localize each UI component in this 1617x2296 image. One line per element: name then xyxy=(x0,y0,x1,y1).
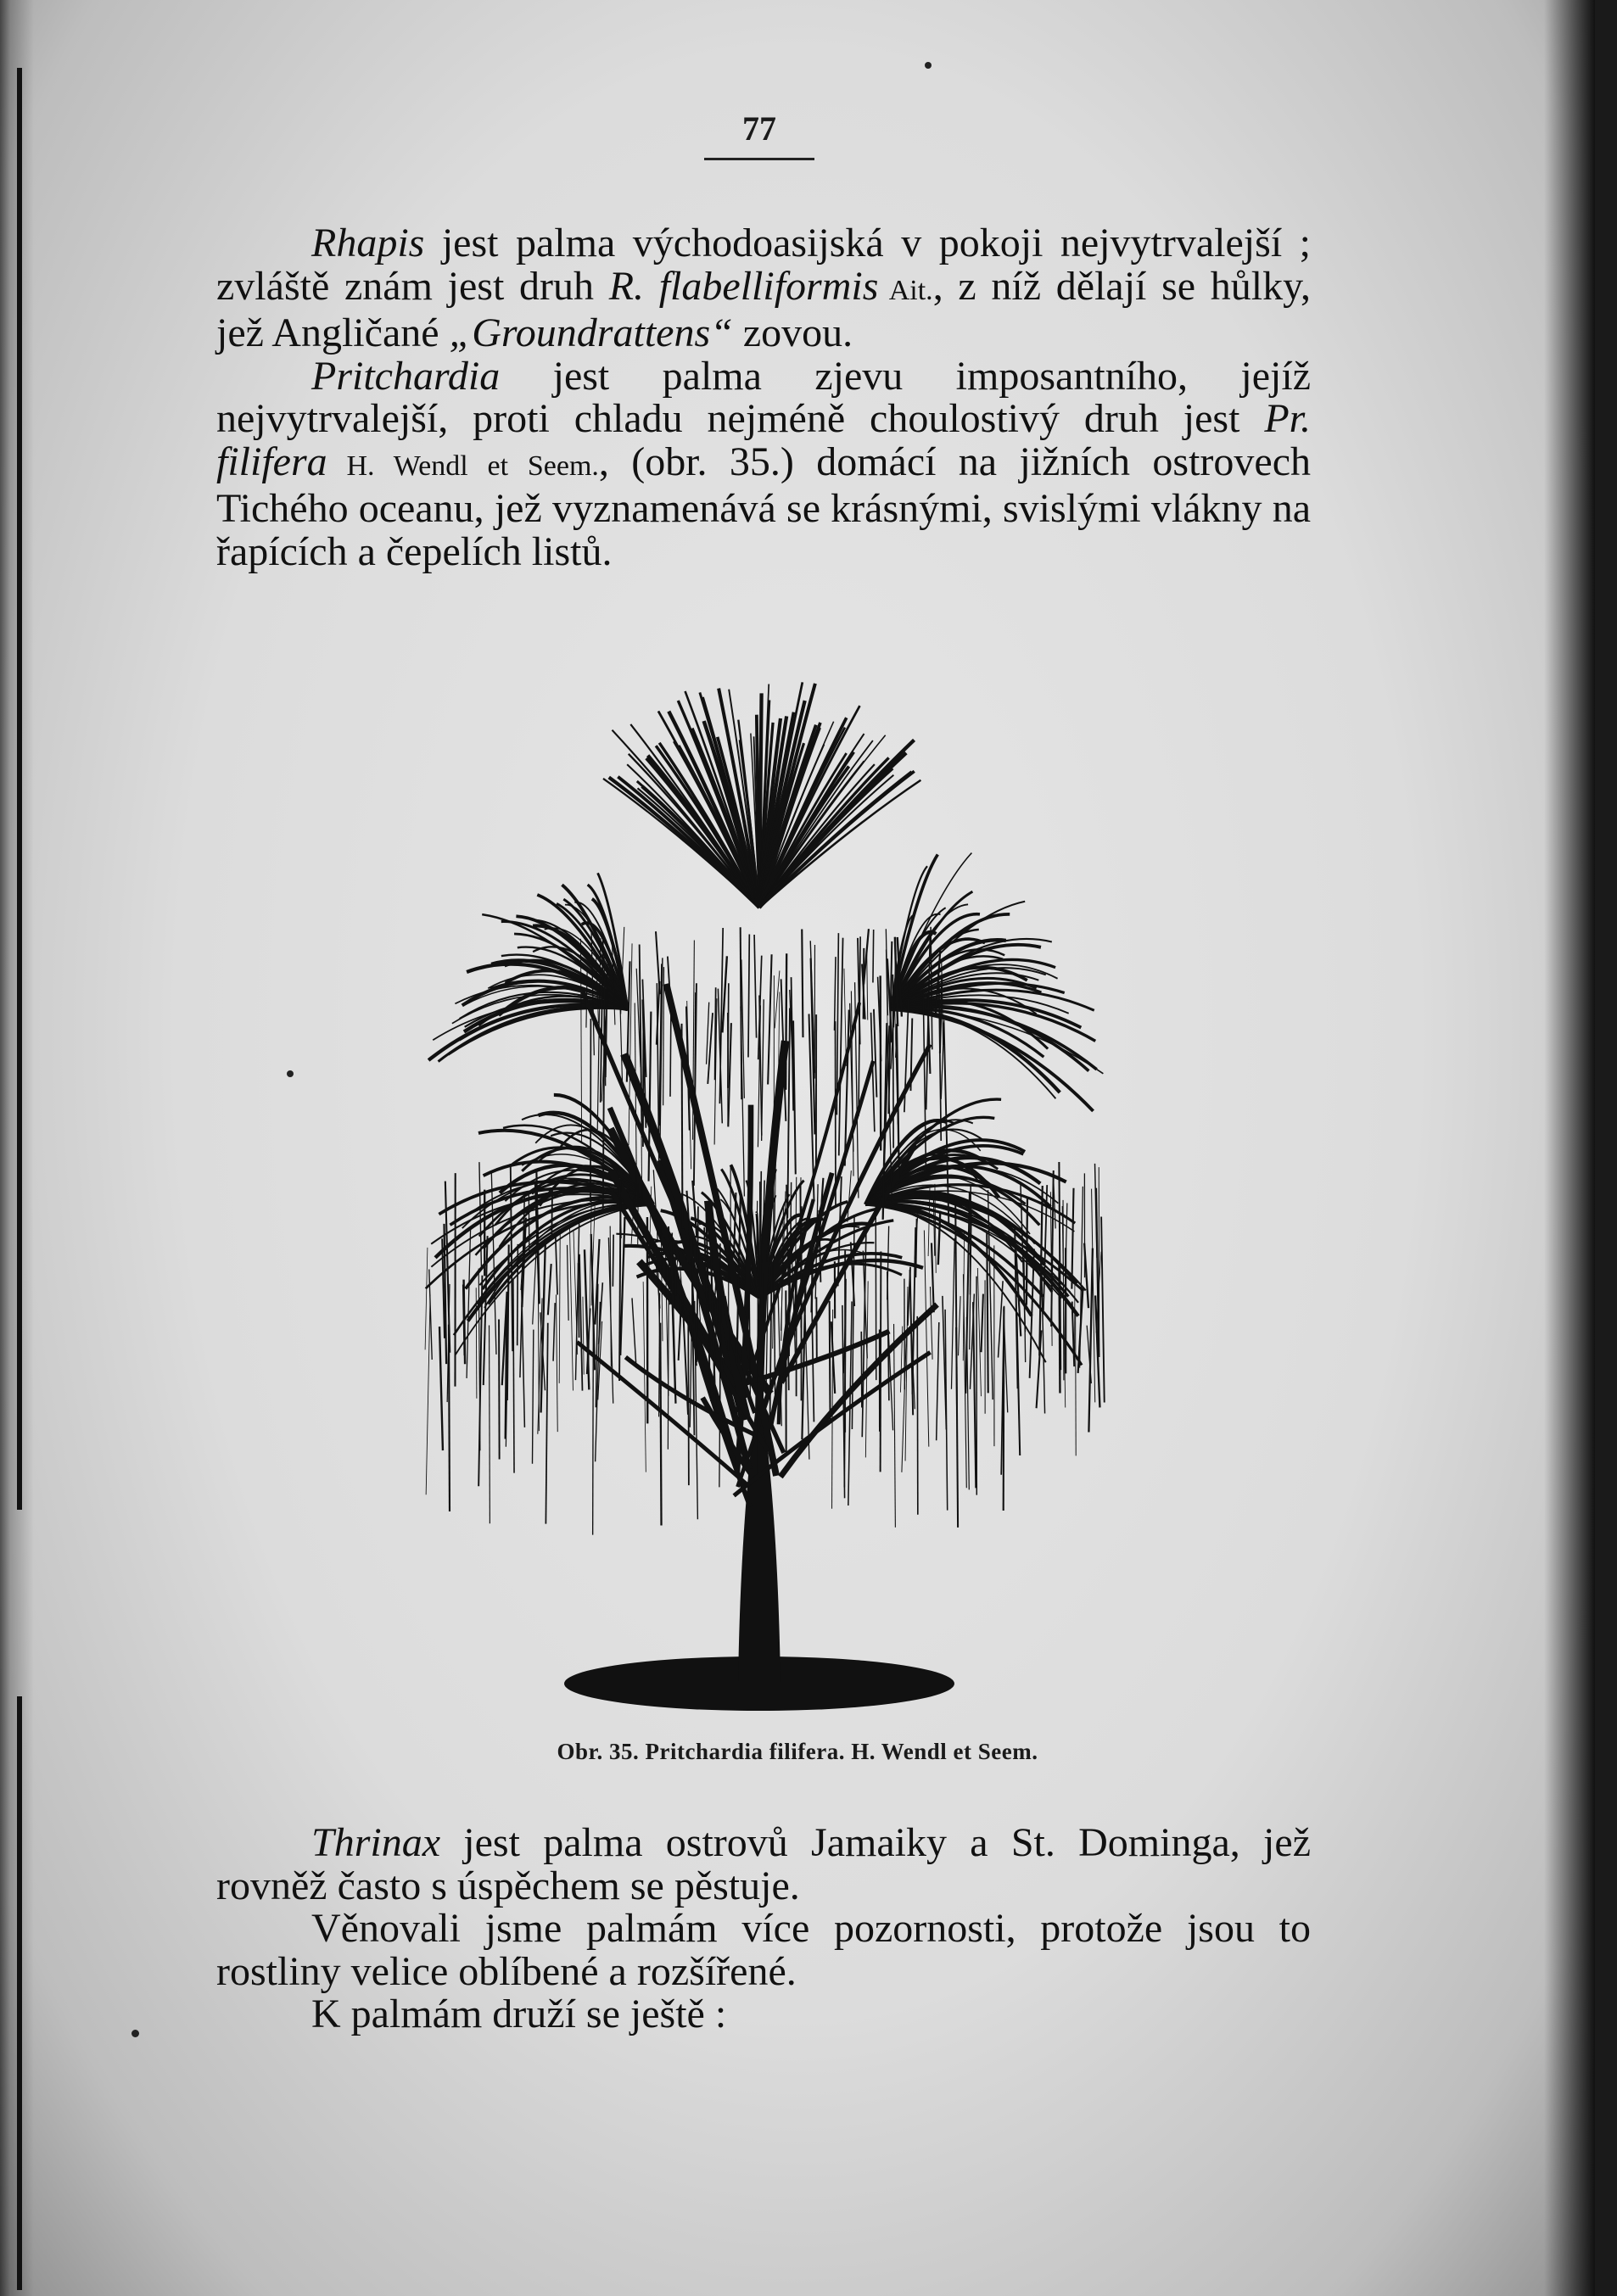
hanging-filament xyxy=(675,1243,676,1296)
text-run: jest palma ostrovů Jamaiky a St. Dominga, jež rovněž často s úspěchem se pěstuje. xyxy=(216,1820,1311,1908)
hanging-filament xyxy=(513,1279,514,1472)
hanging-filament xyxy=(522,1284,525,1427)
hanging-filament xyxy=(839,938,843,1156)
hanging-filament xyxy=(728,983,729,1088)
speck xyxy=(131,2030,139,2037)
paragraph-rhapis xyxy=(216,222,1311,355)
hanging-filament xyxy=(915,1219,916,1277)
hanging-filament xyxy=(787,1008,790,1219)
text-run: , z níž dělají se hůlky, jež Angličané xyxy=(216,263,1311,355)
hanging-filament xyxy=(620,1187,621,1238)
page-shadow-right xyxy=(1544,0,1595,2296)
hanging-filament xyxy=(873,930,874,982)
hanging-filament xyxy=(768,954,771,1084)
italic-term: Rhapis xyxy=(311,221,425,265)
hanging-filament xyxy=(977,1268,981,1396)
hanging-filament xyxy=(559,1230,560,1383)
hanging-filament xyxy=(548,1264,551,1315)
paragraph-venovali xyxy=(216,1908,1311,1993)
italic-term: „Groundrattens“ xyxy=(449,310,733,355)
italic-term: Thrinax xyxy=(311,1820,441,1865)
text-run: Ait. xyxy=(878,274,933,306)
hanging-filament xyxy=(568,1245,569,1321)
hanging-filament xyxy=(894,1324,896,1528)
figure-caption: Obr. 35. Pritchardia filifera. H. Wendl et Seem. xyxy=(557,1739,1038,1764)
hanging-filament xyxy=(852,1215,854,1429)
hanging-filament xyxy=(692,1181,697,1237)
hanging-filament xyxy=(959,1296,961,1355)
hanging-filament xyxy=(715,987,716,1080)
hanging-filament xyxy=(707,1003,709,1064)
hanging-filament xyxy=(579,1254,582,1391)
hanging-filament xyxy=(987,1232,988,1394)
paragraph-pritchardia xyxy=(216,355,1311,574)
hanging-filament xyxy=(830,1301,831,1420)
hanging-filament xyxy=(749,1294,750,1404)
text-block-bottom xyxy=(216,1822,1311,2036)
speck xyxy=(925,62,932,69)
hanging-filament xyxy=(1076,1310,1077,1456)
italic-term: Pritchardia xyxy=(311,353,501,399)
hanging-filament xyxy=(638,1184,639,1245)
hanging-filament xyxy=(861,1332,862,1408)
hanging-filament xyxy=(1059,1264,1060,1394)
hanging-filament xyxy=(532,1330,533,1464)
hanging-filament xyxy=(569,1226,573,1391)
hanging-filament xyxy=(722,956,726,1032)
hanging-filament xyxy=(844,969,846,1066)
hanging-filament xyxy=(688,1315,689,1485)
hanging-filament xyxy=(546,1323,547,1524)
text-block-top xyxy=(216,222,1311,573)
hanging-filament xyxy=(583,1297,584,1375)
frond-strand xyxy=(891,1009,1055,1098)
hanging-filament xyxy=(905,1287,908,1461)
palm-drawing xyxy=(425,682,1105,1711)
hanging-filament xyxy=(643,1282,646,1472)
hanging-filament xyxy=(1088,1249,1092,1433)
text-run: , (obr. 35.) domácí na jižních ostrovech Tichého oceanu, jež vyznamenává se krásnými, svislými vlákny na řapících a čepelích listů. xyxy=(216,439,1311,574)
hanging-filament xyxy=(862,1227,866,1437)
paragraph-k-palmam xyxy=(216,1993,1311,2036)
hanging-filament xyxy=(1063,1200,1064,1381)
hanging-filament xyxy=(425,1248,428,1350)
hanging-filament xyxy=(757,1201,758,1255)
hanging-filament xyxy=(439,1327,443,1450)
italic-term: Pr. filifera xyxy=(216,396,1311,484)
hanging-filament xyxy=(973,1302,976,1488)
hanging-filament xyxy=(924,1231,928,1447)
hanging-filament xyxy=(788,1310,789,1391)
text-run: H. Wendl et Seem. xyxy=(327,450,599,482)
hanging-filament xyxy=(835,957,836,1031)
hanging-filament xyxy=(932,1243,934,1313)
hanging-filament xyxy=(1101,1216,1105,1402)
palm-illustration xyxy=(373,653,1137,1730)
hanging-filament xyxy=(553,1303,555,1361)
italic-term: R. flabelliformis xyxy=(608,263,879,309)
text-run: jest palma zjevu imposantního, jejíž nejvytrvalejší, proti chladu nejméně choulostivý druh jest xyxy=(216,353,1311,441)
hanging-filament xyxy=(426,1295,430,1495)
hanging-filament xyxy=(951,1238,954,1389)
text-run: zovou. xyxy=(732,310,853,355)
page-number-rule xyxy=(704,158,814,160)
hanging-filament xyxy=(556,1294,557,1432)
hanging-filament xyxy=(937,1322,939,1440)
hanging-filament xyxy=(748,935,749,1058)
hanging-filament xyxy=(1080,1187,1083,1368)
hanging-filament xyxy=(754,935,756,1038)
text-run: Věnovali jsme palmám více pozornosti, protože jsou to rostliny velice oblíbené a rozšířené. xyxy=(216,1906,1311,1994)
hanging-filament xyxy=(467,1228,471,1378)
hanging-filament xyxy=(802,930,803,1038)
hanging-filament xyxy=(1051,1170,1054,1327)
hanging-filament xyxy=(982,1294,983,1353)
hanging-filament xyxy=(931,927,932,1050)
hanging-filament xyxy=(581,939,582,1144)
hanging-filament xyxy=(620,1002,623,1088)
hanging-filament xyxy=(660,1323,661,1526)
page-number: 77 xyxy=(742,109,776,148)
text-run: jest palma východoasijská v pokoji nejvytrvalejší ; zvláště znám jest druh xyxy=(216,221,1311,309)
hanging-filament xyxy=(734,1193,736,1258)
hanging-filament xyxy=(499,1319,500,1459)
hanging-filament xyxy=(874,1009,876,1098)
hanging-filament xyxy=(892,975,893,1148)
binding-line xyxy=(17,68,22,1510)
hanging-filament xyxy=(551,1187,552,1239)
hanging-filament xyxy=(632,1298,636,1367)
hanging-filament xyxy=(444,1224,446,1364)
paragraph-thrinax xyxy=(216,1822,1311,1908)
binding-line-lower xyxy=(17,1696,22,2290)
hanging-filament xyxy=(741,927,742,1099)
hanging-filament xyxy=(999,1281,1004,1357)
hanging-filament xyxy=(917,1316,918,1515)
hanging-filament xyxy=(593,1319,594,1535)
hanging-filament xyxy=(956,1327,958,1528)
hanging-filament xyxy=(670,1010,671,1097)
hanging-filament xyxy=(930,1287,932,1360)
frond-strand xyxy=(865,1202,1068,1296)
hanging-filament xyxy=(464,1280,466,1365)
hanging-filament xyxy=(762,999,764,1141)
hanging-filament xyxy=(1024,1258,1026,1362)
speck xyxy=(287,1070,294,1077)
text-run: K palmám druží se ještě : xyxy=(311,1992,727,2036)
hanging-filament xyxy=(663,967,664,1105)
hanging-filament xyxy=(848,1301,852,1506)
hanging-filament xyxy=(682,1024,683,1229)
hanging-filament xyxy=(1071,1188,1073,1289)
